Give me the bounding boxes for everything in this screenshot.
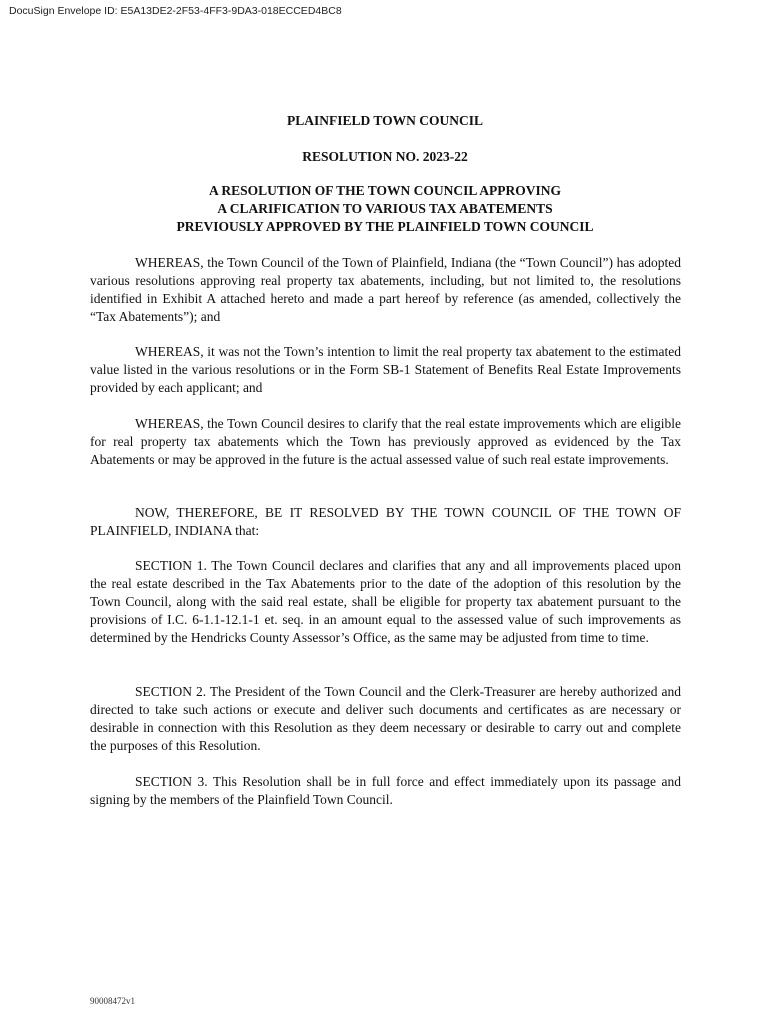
resolution-title-line: A CLARIFICATION TO VARIOUS TAX ABATEMENTS: [217, 201, 553, 216]
resolution-title-line: PREVIOUSLY APPROVED BY THE PLAINFIELD TOWN COUNCIL: [176, 219, 594, 234]
resolution-title: [0, 182, 770, 236]
section-2-paragraph: SECTION 2. The President of the Town Council and the Clerk-Treasurer are hereby authorized and directed to take such actions or execute and deliver such documents and certificates as are necessary or desirable in connection with this Resolution as they deem necessary or desirable to carry out and complete the purposes of this Resolution.: [90, 684, 681, 753]
document-footer-id: 90008472v1: [90, 996, 135, 1006]
whereas-paragraph-1: WHEREAS, the Town Council of the Town of Plainfield, Indiana (the “Town Council”) has adopted various resolutions approving real property tax abatements, including, but not limited to, the resolutions identified in Exhibit A attached hereto and made a part hereof by reference (as amended, collectively the “Tax Abatements”); and: [90, 255, 681, 324]
docusign-envelope-id: DocuSign Envelope ID: E5A13DE2-2F53-4FF3-9DA3-018ECCED4BC8: [9, 5, 342, 17]
council-heading: PLAINFIELD TOWN COUNCIL: [286, 113, 484, 128]
section-1-paragraph: SECTION 1. The Town Council declares and clarifies that any and all improvements placed upon the real estate described in the Tax Abatements prior to the date of the adoption of this resolution by the Town Council, along with the said real estate, shall be eligible for property tax abatement pursuant to the provisions of I.C. 6-1.1-12.1-1 et. seq. in an amount equal to the assessed value of such improvements as determined by the Hendricks County Assessor’s Office, as the same may be adjusted from time to time.: [90, 558, 681, 645]
section-3-paragraph: SECTION 3. This Resolution shall be in full force and effect immediately upon its passage and signing by the members of the Plainfield Town Council.: [90, 774, 681, 807]
resolution-number: RESOLUTION NO. 2023-22: [302, 149, 468, 164]
resolved-paragraph: NOW, THEREFORE, BE IT RESOLVED BY THE TOWN COUNCIL OF THE TOWN OF PLAINFIELD, INDIANA that:: [90, 505, 681, 538]
whereas-paragraph-3: WHEREAS, the Town Council desires to clarify that the real estate improvements which are eligible for real property tax abatements which the Town has previously approved as evidenced by the Tax Abatements or may be approved in the future is the actual assessed value of such real estate improvements.: [90, 416, 681, 467]
resolution-title-line: A RESOLUTION OF THE TOWN COUNCIL APPROVING: [208, 183, 562, 198]
whereas-paragraph-2: WHEREAS, it was not the Town’s intention to limit the real property tax abatement to the estimated value listed in the various resolutions or in the Form SB-1 Statement of Benefits Real Estate Improvements provided by each applicant; and: [90, 344, 681, 395]
